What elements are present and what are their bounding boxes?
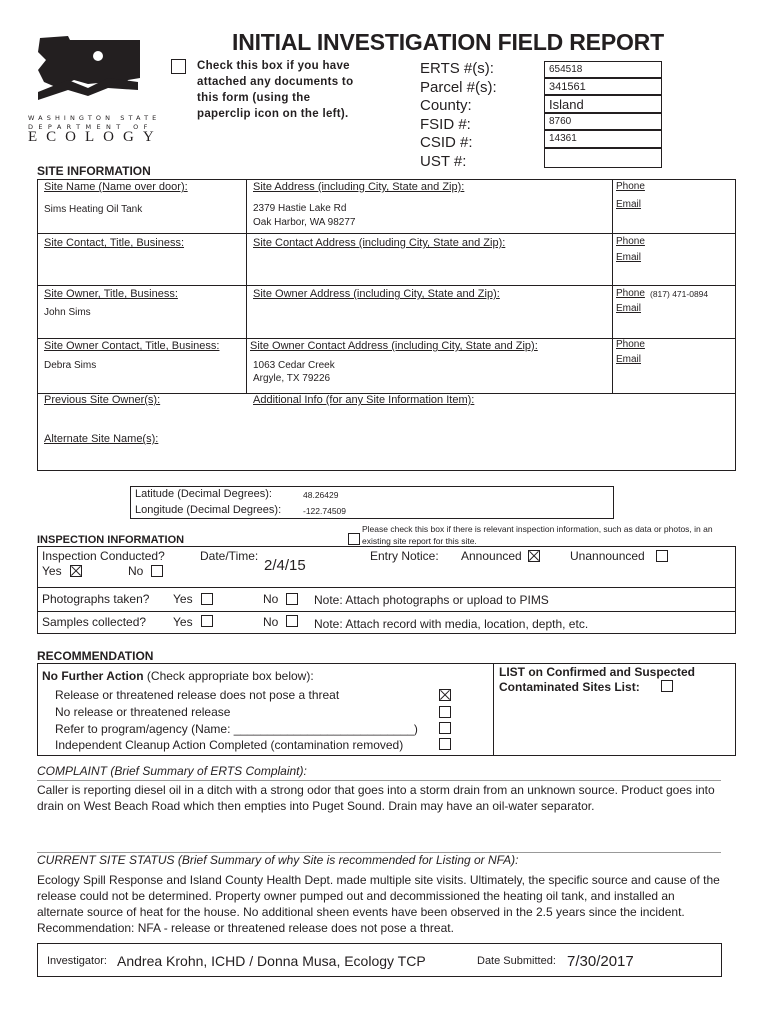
photos-label: Photographs taken? bbox=[42, 592, 150, 606]
washington-state-logo-icon bbox=[28, 30, 148, 110]
owner-contact-address-line1[interactable]: 1063 Cedar Creek bbox=[253, 360, 335, 371]
conducted-no-checkbox[interactable] bbox=[151, 565, 163, 577]
nfa-option-3: Refer to program/agency (Name: ___________________________) bbox=[55, 722, 418, 736]
latitude-value[interactable]: 48.26429 bbox=[303, 490, 339, 500]
owner-contact-email-label: Email bbox=[616, 354, 642, 365]
existing-report-checkbox[interactable] bbox=[348, 533, 360, 545]
status-text: Ecology Spill Response and Island County Health Dept. made multiple site visits. Ultimately, the specific source and cause of the release could not be determined. Property owner pumped out and decommissioned the heating oil tank, and installed an alternate source of heat for the house. No additional sheen events have been observed in the 2.5 years since the incident. Recommendation: NFA - release or threatened release does not pose a threat. bbox=[37, 873, 720, 935]
investigator-value[interactable]: Andrea Krohn, ICHD / Donna Musa, Ecology TCP bbox=[117, 953, 426, 969]
samples-yes-label: Yes bbox=[173, 615, 193, 629]
owner-contact-address-label: Site Owner Contact Address (including City, State and Zip): bbox=[250, 340, 538, 352]
site-name-value[interactable]: Sims Heating Oil Tank bbox=[44, 204, 143, 215]
owner-contact-value[interactable]: Debra Sims bbox=[44, 360, 97, 371]
longitude-value[interactable]: -122.74509 bbox=[303, 506, 347, 516]
ust-field[interactable] bbox=[544, 148, 662, 168]
fsid-field[interactable]: 8760 bbox=[544, 113, 662, 130]
previous-owner-label: Previous Site Owner(s): bbox=[44, 394, 161, 406]
date-submitted-value[interactable]: 7/30/2017 bbox=[567, 953, 634, 970]
samples-no-label: No bbox=[263, 615, 279, 629]
photos-yes-label: Yes bbox=[173, 592, 193, 606]
owner-contact-phone-label: Phone bbox=[616, 339, 645, 350]
nfa-option-1: Release or threatened release does not pose a threat bbox=[55, 688, 340, 702]
datetime-label: Date/Time: bbox=[200, 549, 259, 563]
parcel-field[interactable]: 341561 bbox=[544, 78, 662, 95]
alternate-name-label: Alternate Site Name(s): bbox=[44, 433, 159, 445]
site-contact-label: Site Contact, Title, Business: bbox=[44, 237, 185, 249]
parcel-label: Parcel #(s): bbox=[420, 78, 497, 96]
owner-contact-address-line2[interactable]: Argyle, TX 79226 bbox=[253, 373, 331, 384]
nfa-label: No Further Action bbox=[42, 669, 144, 683]
longitude-label: Longitude (Decimal Degrees): bbox=[135, 504, 282, 516]
owner-contact-label: Site Owner Contact, Title, Business: bbox=[44, 340, 220, 352]
erts-label: ERTS #(s): bbox=[420, 60, 494, 77]
attach-documents-checkbox[interactable] bbox=[171, 59, 186, 74]
ecology-logo bbox=[28, 30, 163, 145]
date-submitted-label: Date Submitted: bbox=[477, 955, 556, 967]
announced-checkbox[interactable] bbox=[528, 550, 540, 562]
nfa-option-2-checkbox[interactable] bbox=[439, 706, 451, 718]
csl-list-checkbox[interactable] bbox=[661, 680, 673, 692]
datetime-value[interactable]: 2/4/15 bbox=[264, 557, 306, 574]
csl-list-label: LIST on Confirmed and Suspected Contaminated Sites List: bbox=[499, 665, 696, 694]
photos-no-label: No bbox=[263, 592, 279, 606]
conducted-label: Inspection Conducted? bbox=[42, 549, 165, 563]
investigator-label: Investigator: bbox=[47, 955, 107, 967]
latitude-label: Latitude (Decimal Degrees): bbox=[135, 488, 272, 500]
owner-phone-value[interactable]: (817) 471-0894 bbox=[650, 289, 709, 299]
nfa-option-4-checkbox[interactable] bbox=[439, 738, 451, 750]
nfa-title bbox=[42, 669, 314, 683]
site-name-label: Site Name (Name over door): bbox=[44, 181, 188, 193]
page-title: INITIAL INVESTIGATION FIELD REPORT bbox=[232, 29, 664, 55]
nfa-option-2: No release or threatened release bbox=[55, 705, 231, 719]
site-phone-label: Phone bbox=[616, 181, 645, 192]
samples-note: Note: Attach record with media, location, depth, etc. bbox=[314, 617, 589, 631]
attach-documents-note: Check this box if you have attached any documents to this form (using the paperclip icon on the left). bbox=[197, 60, 354, 120]
recommendation-heading: RECOMMENDATION bbox=[37, 649, 154, 663]
samples-yes-checkbox[interactable] bbox=[201, 615, 213, 627]
conducted-yes-label: Yes bbox=[42, 564, 62, 578]
county-label: County: bbox=[420, 97, 472, 114]
fsid-label: FSID #: bbox=[420, 115, 471, 133]
contact-email-label: Email bbox=[616, 252, 642, 263]
status-label: CURRENT SITE STATUS (Brief Summary of why Site is recommended for Listing or NFA): bbox=[37, 853, 519, 867]
photos-yes-checkbox[interactable] bbox=[201, 593, 213, 605]
erts-field[interactable]: 654518 bbox=[544, 61, 662, 78]
site-info-heading: SITE INFORMATION bbox=[37, 164, 151, 178]
existing-report-note: Please check this box if there is relevant inspection information, such as data or photos, in an existing site report for this site. bbox=[362, 524, 713, 546]
photos-note: Note: Attach photographs or upload to PIMS bbox=[314, 593, 549, 607]
entry-notice-label: Entry Notice: bbox=[370, 549, 439, 563]
site-address-label: Site Address (including City, State and Zip): bbox=[253, 181, 465, 193]
logo-line-1: WASHINGTON STATE bbox=[28, 114, 161, 122]
samples-label: Samples collected? bbox=[42, 615, 147, 629]
logo-line-3: ECOLOGY bbox=[28, 129, 163, 145]
site-owner-label: Site Owner, Title, Business: bbox=[44, 288, 178, 300]
nfa-option-4: Independent Cleanup Action Completed (contamination removed) bbox=[55, 738, 404, 752]
samples-no-checkbox[interactable] bbox=[286, 615, 298, 627]
nfa-option-1-checkbox[interactable] bbox=[439, 689, 451, 701]
complaint-label: COMPLAINT (Brief Summary of ERTS Complaint): bbox=[37, 764, 307, 778]
photos-no-checkbox[interactable] bbox=[286, 593, 298, 605]
unannounced-label: Unannounced bbox=[570, 549, 645, 563]
site-address-line1[interactable]: 2379 Hastie Lake Rd bbox=[253, 203, 347, 214]
unannounced-checkbox[interactable] bbox=[656, 550, 668, 562]
site-owner-address-label: Site Owner Address (including City, State and Zip): bbox=[253, 288, 500, 300]
csid-field[interactable]: 14361 bbox=[544, 130, 662, 148]
id-labels bbox=[420, 60, 497, 171]
inspection-heading: INSPECTION INFORMATION bbox=[37, 534, 185, 546]
ust-label: UST #: bbox=[420, 152, 467, 170]
logo-line-2: DEPARTMENT OF bbox=[28, 123, 153, 131]
nfa-hint: (Check appropriate box below): bbox=[146, 669, 314, 683]
conducted-no-label: No bbox=[128, 564, 144, 578]
owner-email-label: Email bbox=[616, 303, 642, 314]
site-address-line2[interactable]: Oak Harbor, WA 98277 bbox=[253, 217, 356, 228]
announced-label: Announced bbox=[461, 549, 522, 563]
conducted-yes-checkbox[interactable] bbox=[70, 565, 82, 577]
additional-info-label: Additional Info (for any Site Information Item): bbox=[253, 394, 475, 406]
nfa-option-3-checkbox[interactable] bbox=[439, 722, 451, 734]
site-owner-value[interactable]: John Sims bbox=[44, 307, 91, 318]
contact-phone-label: Phone bbox=[616, 236, 645, 247]
site-contact-address-label: Site Contact Address (including City, State and Zip): bbox=[253, 237, 506, 249]
county-field[interactable]: Island bbox=[544, 95, 662, 113]
csid-label: CSID #: bbox=[420, 134, 473, 151]
site-email-label: Email bbox=[616, 199, 642, 210]
site-info-table bbox=[37, 179, 736, 471]
owner-phone-label: Phone bbox=[616, 288, 645, 299]
complaint-text: Caller is reporting diesel oil in a ditch with a strong odor that goes into a storm drain from an unknown source. Product goes into drain on West Beach Road which then empties into Puget Sound. Drain may have an oil-water separator. bbox=[37, 783, 715, 813]
